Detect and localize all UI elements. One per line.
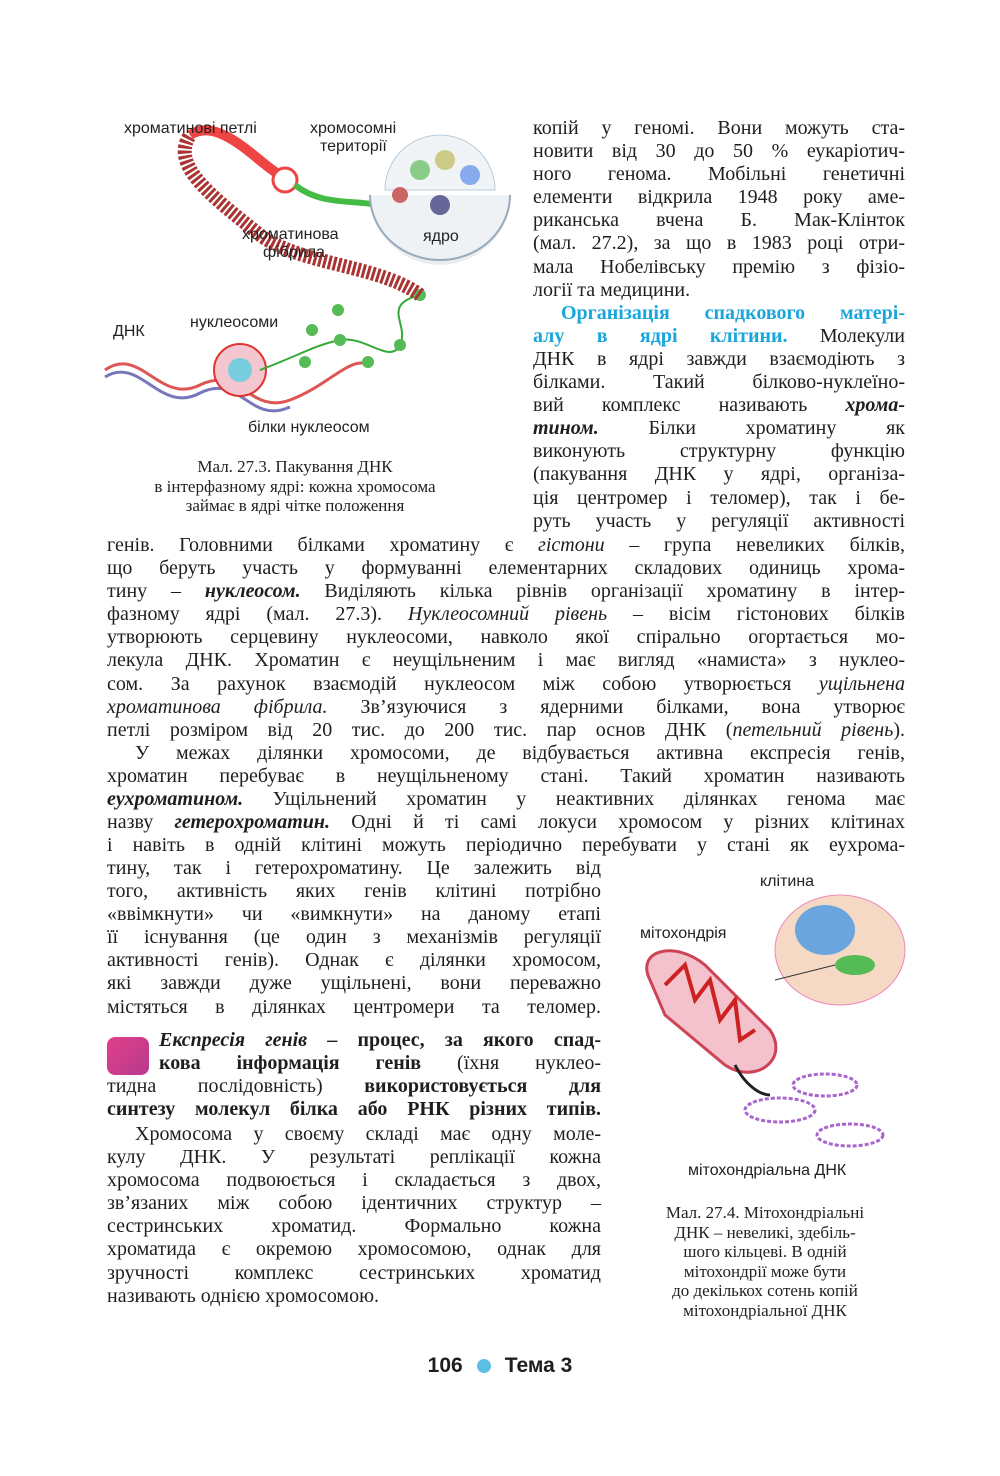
text-run: ).: [893, 718, 905, 741]
caption-line: в інтерфазному ядрі: кожна хромосома: [154, 476, 436, 496]
text-line: [107, 1052, 601, 1075]
footer-dot-icon: [477, 1359, 491, 1373]
text-run: петлі розміром від 20 тис. до 200 тис. пар основ ДНК (: [107, 718, 733, 741]
text-line: [533, 440, 905, 463]
text-run: тину –: [107, 580, 205, 603]
text-run: Хромосома у своєму складі має одну моле-: [135, 1123, 601, 1145]
text-line: [533, 417, 905, 440]
text-line: [533, 487, 905, 510]
caption-line: мітохондрії може бути: [683, 1261, 847, 1281]
text-run: сестринських хроматид. Формально кожна: [107, 1215, 601, 1238]
label-chromosome-territories-2: території: [320, 138, 387, 155]
caption-line: до декількох сотень копій: [672, 1281, 858, 1300]
text-run: елементи відкрила 1948 року аме-: [533, 186, 905, 209]
text-line: [107, 880, 601, 903]
text-line: [107, 1169, 601, 1192]
figure-27-4-caption: [620, 1203, 910, 1320]
term: Експресія генів: [159, 1029, 308, 1051]
text-run: – вісім гістонових білків: [607, 603, 905, 626]
label-mitochondrial-dna: мітохондріальна ДНК: [688, 1162, 847, 1179]
text-run: що беруть участь у формуванні елементарних складових одиниць хрома-: [107, 557, 905, 580]
text-run: хроматин перебуває в неущільненому стані. Такий хроматин називають: [107, 764, 905, 787]
text-run: ДНК в ядрі завжди взаємодіють з: [533, 347, 905, 370]
text-run: вий комплекс називають: [533, 394, 846, 417]
text-line: [533, 510, 905, 533]
term: використовується для: [364, 1075, 602, 1098]
text-line: [533, 279, 905, 302]
term: – процес, за якого спад-: [307, 1029, 601, 1051]
text-run: фазному ядрі (мал. 27.3).: [107, 603, 408, 626]
text-line: [107, 857, 601, 880]
text-line: [107, 972, 601, 995]
text-run: назву: [107, 811, 175, 834]
text-run: білками. Такий білково-нуклеїно-: [533, 371, 905, 394]
text-line: [107, 765, 905, 788]
label-nucleosome-proteins: білки нуклеосом: [248, 419, 370, 436]
text-line: [107, 1215, 601, 1238]
text-run: лекула ДНК. Хроматин є неущільненим і має вигляд «намиста» з нуклео-: [107, 649, 905, 672]
text-line: [107, 1262, 601, 1285]
text-line: [533, 463, 905, 486]
text-line: [107, 811, 905, 834]
mitochondrial-dna-illustration: [625, 870, 915, 1190]
text-run: хроматида є окремою хромосомою, однак для: [107, 1238, 601, 1261]
label-chromatin-fibril-1: хроматинова: [242, 226, 339, 243]
caption-line: Мал. 27.4. Мітохондріальні: [665, 1203, 865, 1222]
term: нуклеосом.: [204, 580, 301, 603]
text-run: Білки хроматину як: [598, 417, 905, 440]
text-run: риканська вчена Б. Мак-Клінток: [533, 209, 905, 232]
text-run: новити від 30 до 50 % еукаріотич-: [533, 140, 905, 163]
text-run: активності генів). Однак є ділянки хромосом,: [107, 949, 601, 972]
text-line: [107, 926, 601, 949]
dna-packing-illustration: [100, 115, 530, 445]
text-block-right-top: [533, 117, 905, 533]
page-number: 106: [427, 1354, 463, 1377]
text-line: [533, 232, 905, 255]
term: еухроматином.: [107, 788, 244, 811]
label-nucleosomes: нуклеосоми: [190, 314, 279, 331]
text-line: [107, 996, 601, 1019]
label-cell: клітина: [760, 873, 815, 890]
text-line: [107, 903, 601, 926]
text-run: логії та медицини.: [533, 278, 691, 301]
label-dna: ДНК: [113, 323, 145, 340]
text-line: [533, 256, 905, 279]
caption-line: Мал. 27.3. Пакування ДНК: [197, 457, 393, 476]
term: кова інформація генів: [159, 1052, 422, 1075]
text-line: [107, 1029, 601, 1052]
text-run: Одні й ті самі локуси хромосом у різних клітинах: [329, 811, 905, 834]
text-line: [107, 1192, 601, 1215]
text-line: [533, 163, 905, 186]
text-run: хромосома подвоюється і складається з двох,: [107, 1169, 601, 1192]
text-line: [107, 1238, 601, 1261]
section-heading: алу в ядрі клітини.: [533, 324, 788, 347]
text-line: [107, 603, 905, 626]
text-line: [107, 1075, 601, 1098]
term: гетерохроматин.: [174, 811, 330, 834]
term: Нуклеосомний рівень: [407, 603, 608, 626]
text-run: «ввімкнути» чи «вимкнути» на даному етапі: [107, 903, 601, 926]
text-line: [533, 302, 905, 325]
text-run: зручності комплекс сестринських хроматид: [107, 1261, 601, 1284]
text-run: утворюють серцевину нуклеосоми, навколо якої спірально огортається мо-: [107, 626, 905, 649]
text-run: ція центромер і теломер), так і бе-: [533, 486, 905, 509]
text-line: [533, 140, 905, 163]
text-line: [533, 186, 905, 209]
text-line: [533, 371, 905, 394]
text-run: мала Нобелівську премію з фізіо-: [533, 255, 905, 278]
text-block-left-bottom: [107, 857, 601, 1019]
text-line: [107, 673, 905, 696]
text-line: [107, 534, 905, 557]
text-run: тидна послідовність): [107, 1075, 365, 1098]
caption-line: мітохондріальної ДНК: [683, 1300, 847, 1320]
text-run: тину, так і гетерохроматину. Це залежить від: [107, 857, 601, 879]
term: петельний рівень: [732, 718, 894, 741]
text-line: [533, 325, 905, 348]
text-run: (мал. 27.2), за що в 1983 році отри-: [533, 232, 905, 255]
text-run: (їхня нуклео-: [421, 1052, 602, 1075]
text-run: виконують структурну функцію: [533, 440, 905, 463]
term: ущільнена: [818, 672, 905, 695]
label-nucleus: ядро: [423, 228, 459, 245]
text-line: [107, 626, 905, 649]
text-run: (пакування ДНК у ядрі, організа-: [533, 463, 905, 486]
text-line: [533, 117, 905, 140]
text-run: сом. За рахунок взаємодій нуклеосом між собою утворюється: [107, 672, 819, 695]
term: гістони: [538, 534, 605, 556]
page-footer: [0, 1354, 1000, 1378]
text-line: [107, 788, 905, 811]
definition-box: [107, 1029, 601, 1121]
section-heading: Організація спадкового матері-: [561, 301, 905, 324]
text-line: [533, 209, 905, 232]
text-line: [533, 394, 905, 417]
text-run: Молекули: [787, 324, 905, 347]
text-line: [107, 696, 905, 719]
text-line: [107, 557, 905, 580]
text-run: руть участь у регуляції активності: [533, 509, 905, 532]
text-block-chromosome: [107, 1123, 601, 1308]
text-run: – група невеликих білків,: [604, 534, 905, 556]
label-chromatin-loops: хроматинові петлі: [124, 120, 257, 137]
text-line: [107, 1098, 601, 1121]
text-run: У межах ділянки хромосоми, де відбувається активна експресія генів,: [135, 741, 905, 764]
text-line: [107, 1123, 601, 1146]
text-line: [107, 834, 905, 857]
text-line: [107, 1285, 601, 1308]
text-line: [107, 742, 905, 765]
text-run: ного генома. Мобільні генетичні: [533, 163, 905, 186]
term: тином.: [533, 417, 599, 440]
text-run: називають однією хромосомою.: [107, 1284, 380, 1307]
text-run: генів. Головними білками хроматину є: [107, 534, 539, 556]
text-block-full-width: [107, 534, 905, 857]
text-line: [107, 949, 601, 972]
figure-27-3-caption: [105, 457, 485, 516]
term: хроматинова фібрила.: [107, 695, 328, 718]
label-mitochondrion: мітохондрія: [640, 925, 727, 942]
text-run: і навіть в одній клітині можуть періодично перебувати у стані як еухрома-: [107, 834, 905, 857]
text-run: копій у геномі. Вони можуть ста-: [533, 117, 905, 139]
text-line: [107, 649, 905, 672]
label-chromosome-territories-1: хромосомні: [310, 120, 397, 137]
text-line: [107, 719, 905, 742]
text-run: її існування (це один з механізмів регуляції: [107, 926, 601, 949]
label-chromatin-fibril-2: фібрила: [263, 244, 325, 261]
text-run: зв’язаних між собою ідентичних структур –: [107, 1192, 601, 1215]
text-line: [533, 348, 905, 371]
caption-line: займає в ядрі чітке положення: [185, 496, 405, 515]
text-run: Зв’язуючися з ядерними білками, вона утворює: [327, 695, 906, 718]
term: хрома-: [845, 394, 905, 417]
text-line: [107, 580, 905, 603]
text-run: містяться в ділянках центромери та теломер.: [107, 995, 601, 1018]
text-run: того, активність яких генів клітині потрібно: [107, 880, 601, 903]
term: синтезу молекул білка або РНК різних типів.: [107, 1098, 601, 1121]
text-line: [107, 1146, 601, 1169]
topic-label: Тема 3: [504, 1354, 573, 1377]
caption-line: ДНК – невеликі, здебіль-: [674, 1222, 856, 1242]
caption-line: шого кільцеві. В одній: [683, 1242, 847, 1261]
text-run: Виділяють кілька рівнів організації хроматину в інтер-: [300, 580, 905, 603]
text-run: Ущільнений хроматин у неактивних ділянках генома має: [243, 788, 905, 811]
text-run: які завжди дуже ущільнені, вони переважно: [107, 972, 601, 995]
text-run: кулу ДНК. У результаті реплікації кожна: [107, 1146, 601, 1169]
